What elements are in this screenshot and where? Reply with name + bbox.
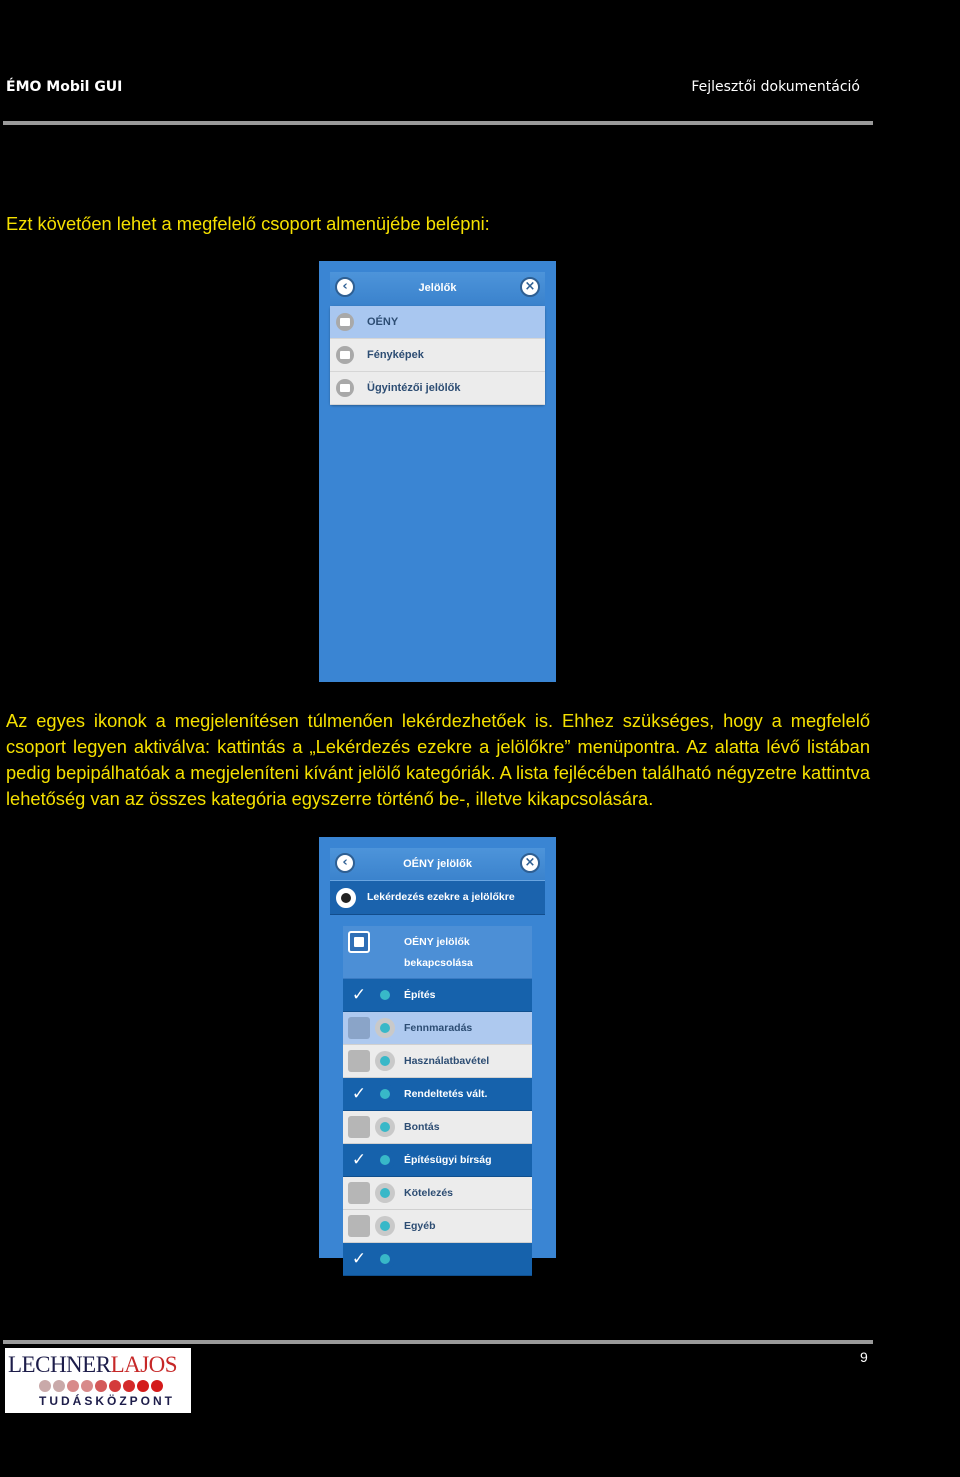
- marker-dot-icon: [375, 1117, 395, 1137]
- checkbox-checked-icon[interactable]: ✓: [348, 1083, 370, 1105]
- category-panel: [343, 926, 532, 1269]
- logo-dot: [95, 1380, 107, 1392]
- folder-icon: [336, 313, 354, 331]
- checkbox-empty-icon[interactable]: [348, 1215, 370, 1237]
- list-item-oeny[interactable]: [330, 306, 545, 339]
- query-toggle-label: Lekérdezés ezekre a jelölőkre: [367, 891, 515, 903]
- title-bar: [330, 272, 545, 307]
- category-label: Építés: [404, 989, 436, 1001]
- marker-dot-icon: [375, 1084, 395, 1104]
- list-item-label: Ügyintézői jelölők: [367, 382, 461, 394]
- category-row[interactable]: [343, 1078, 532, 1111]
- select-all-checkbox[interactable]: [348, 931, 370, 953]
- category-row[interactable]: [343, 1177, 532, 1210]
- logo-dots: [39, 1377, 165, 1389]
- page-number: 9: [860, 1349, 868, 1365]
- select-all-header[interactable]: [343, 926, 532, 979]
- logo-dot: [151, 1380, 163, 1392]
- category-row[interactable]: [343, 1045, 532, 1078]
- category-label: Építésügyi bírság: [404, 1154, 492, 1166]
- logo-dot: [123, 1380, 135, 1392]
- logo-dot: [53, 1380, 65, 1392]
- paragraph-query-explanation: Az egyes ikonok a megjelenítésen túlmenően lekérdezhetőek is. Ehhez szükséges, hogy a megfelelő csoport legyen aktiválva: kattintás a „Lekérdezés ezekre a jelölőkre” menüpontra. Az alatta lévő listában pedig bepipálhatóak a megjeleníteni kívánt jelölő kategóriák. A lista fejlécében található négyzetre kattintva lehetőség van az összes kategória egyszerre történő be-, illetve kikapcsolására.: [6, 710, 870, 809]
- screen-title: OÉNY jelölők: [403, 858, 472, 870]
- category-row[interactable]: [343, 1210, 532, 1243]
- logo-dot: [109, 1380, 121, 1392]
- category-label: Rendeltetés vált.: [404, 1088, 488, 1100]
- list-item-label: Fényképek: [367, 349, 424, 361]
- paragraph-intro: Ezt követően lehet a megfelelő csoport almenüjébe belépni:: [6, 213, 490, 234]
- checkbox-checked-icon[interactable]: ✓: [348, 1248, 370, 1270]
- title-bar: [330, 848, 545, 883]
- logo-dot: [67, 1380, 79, 1392]
- folder-icon: [336, 346, 354, 364]
- checkbox-empty-icon[interactable]: [348, 1050, 370, 1072]
- select-all-label-line1: OÉNY jelölők: [404, 936, 470, 948]
- checkbox-checked-icon[interactable]: ✓: [348, 984, 370, 1006]
- query-toggle[interactable]: [330, 880, 545, 915]
- marker-dot-icon: [375, 1216, 395, 1236]
- category-row[interactable]: [343, 1243, 532, 1276]
- category-label: Bontás: [404, 1121, 440, 1133]
- category-label: Kötelezés: [404, 1187, 454, 1199]
- folder-icon: [336, 379, 354, 397]
- category-label: Használatbavétel: [404, 1055, 490, 1067]
- lechner-logo: LECHNERLAJOS TUDÁSKÖZPONT: [5, 1348, 191, 1413]
- checkbox-empty-icon[interactable]: [348, 1182, 370, 1204]
- marker-dot-icon: [375, 1183, 395, 1203]
- header-doc-type: Fejlesztői dokumentáció: [691, 79, 860, 95]
- screenshot-markers-menu: [319, 261, 556, 682]
- header-divider: [3, 121, 873, 125]
- screenshot-oeny-markers: [319, 837, 556, 1269]
- marker-dot-icon: [375, 1018, 395, 1038]
- list-item-clerk-markers[interactable]: [330, 372, 545, 405]
- logo-dot: [81, 1380, 93, 1392]
- logo-dot: [39, 1380, 51, 1392]
- marker-dot-icon: [375, 1150, 395, 1170]
- chevron-left-icon[interactable]: ‹: [335, 853, 355, 873]
- marker-dot-icon: [375, 985, 395, 1005]
- category-row[interactable]: [343, 1012, 532, 1045]
- marker-group-list: [330, 306, 545, 405]
- marker-dot-icon: [375, 1249, 395, 1269]
- list-item-label: OÉNY: [367, 316, 399, 328]
- close-icon[interactable]: ×: [520, 853, 540, 873]
- radio-icon: [336, 888, 356, 908]
- checkbox-empty-icon[interactable]: [348, 1017, 370, 1039]
- category-list: [343, 979, 532, 1276]
- category-label: Egyéb: [404, 1220, 436, 1232]
- checkbox-checked-icon[interactable]: ✓: [348, 1149, 370, 1171]
- category-row[interactable]: [343, 1144, 532, 1177]
- category-label: Fennmaradás: [404, 1022, 473, 1034]
- list-item-photos[interactable]: [330, 339, 545, 372]
- logo-dot: [137, 1380, 149, 1392]
- header-title: ÉMO Mobil GUI: [6, 79, 123, 95]
- checkbox-empty-icon[interactable]: [348, 1116, 370, 1138]
- category-row[interactable]: [343, 979, 532, 1012]
- footer-divider: [3, 1340, 873, 1344]
- select-all-label-line2: bekapcsolása: [404, 957, 473, 969]
- screen-title: Jelölők: [418, 282, 457, 294]
- chevron-left-icon[interactable]: ‹: [335, 277, 355, 297]
- category-row[interactable]: [343, 1111, 532, 1144]
- marker-dot-icon: [375, 1051, 395, 1071]
- close-icon[interactable]: ×: [520, 277, 540, 297]
